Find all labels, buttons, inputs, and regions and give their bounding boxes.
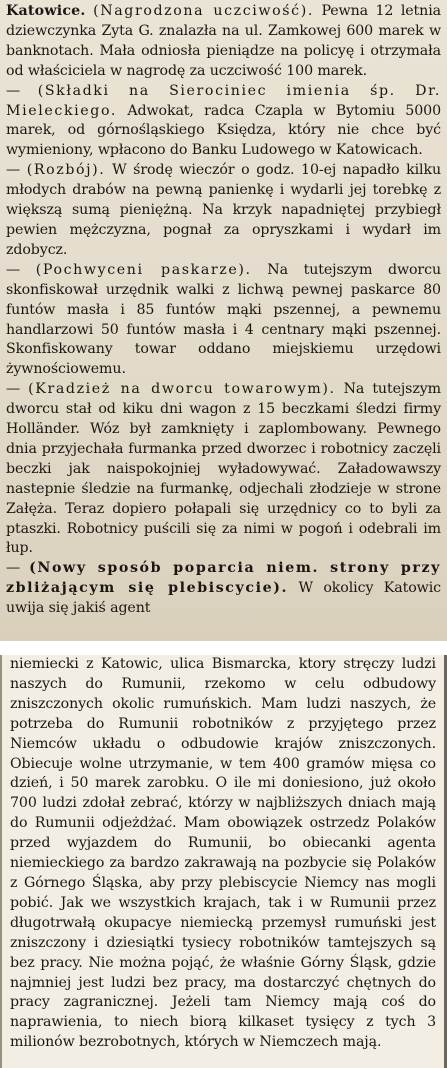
article-body: Na tutejszym dworcu stał od kiku dni wagon z 15 beczkami śledzi firmy Holländer. Wóz był zamknięty i zaplombowany. Pewnego dnia przyjechała furmanka przed dworzec i robotnicy zaczęli beczki jak naispokojniej wyładowywać. Załadowawszy nastepnie śledzie na furmankę, odjechali złodzieje w strone Załęża. Teraz dopiero połapali się urzędnicy co to byli za ptaszki. Robotnicy puścili się za nimi w pogoń i odebrali im łup. [6,381,441,557]
article-heading: (Rozbój). [26,162,106,179]
article-body: W środę wieczór o godz. 10-ej napadło kilku młodych drabów na pewną paniеnkę i wydarli jej torebkę z większą sumą pieniężną. Na krzyk napadniętej przybiegł pewien mężczyzna, pognał za opryszkami i wydarł im zdobycz. [6,162,441,258]
article-body: Na tutejszym dworcu skonfiskował urzędnik walki z lichwą pewnej paskarce 80 funtów masła i 85 funtów mąki pszennej, a pewnemu handlarzowi 50 funtów masła i 4 centnary mąki pszennej. Skonfiskowany towar oddano miejskiemu urzędowi żywnościowemu. [6,261,441,378]
article-paragraph [6,82,441,162]
article-heading: (Nagrodzona uczciwość). [93,3,314,19]
article-paragraph [6,380,441,559]
newspaper-clipping-bottom [0,655,447,1068]
dash: — [6,381,29,398]
dash: — [6,261,36,278]
dash: — [6,82,38,99]
article-column [6,2,441,619]
dash: — [6,560,30,577]
article-heading: (Pochwyceni paskarze). [35,261,252,278]
article-continuation: niemiecki z Katowic, ulica Bismarcka, ktory stręczy ludzi naszych do Rumunii, rzekomo w celu odbudowy zniszczonych okolic rumuńskich. Mam ludzi naszych, że potrzeba do Rumunii robotników z przyjętego przez Niemców układu o odbudowie krajów zniszczonych. Obiecuje wolne utrzymanie, w tem 400 gramów mięsa co dzień, i 50 marek zarobku. O ile mi doniesiono, już około 700 ludzi zdołał zebrać, którzy w najbliższych dniach mają do Rumunii odjeżdżać. Mam obowiązek ostrzedz Polaków przed wyjazdem do Rumunii, bo obiecanki agenta niemieckiego za bardzo zakrawają na pozbycie się Polaków z Górnego Śląska, aby przy plebiscycie Niemcy nas mogli pobić. Jak we wszystkich krajach, tak i w Rumunii przez długotrwałą okupacye niemiecką przemysł rumuński jest zniszczony i dziesiątki tysiecy robotników tamtejszych są bez pracy. Nie można pojąć, że właśnie Górny Śląsk, gdzie najmniej jest ludzi bez pracy, ma dostarczyć chętnych do pracy zagranicznej. Jeżeli tam Niemcy mają coś do naprawienia, to niech biorą kilkaset tysięcy z tych 3 milionów bezrobotnych, których w Niemczech mają. [10,656,436,1051]
article-body: Pewna 12 letnia dziewczynka Zyta G. znalazła na ul. Zamkowej 600 marek w banknotach. Mała odniosła pieniądze na policyę i otrzymała od właściciela w nagrodę za uczciwość 100 marek. [6,3,441,79]
article-paragraph [6,559,441,619]
article-body: W okolicy Katowic uwija się jakiś agent [6,580,441,617]
article-heading: (Kradzież na dworcu towarowym). [28,381,336,398]
dash: — [6,162,27,179]
article-body: Adwokat, radca Czapla w Bytomiu 5000 marek, od górnośląskiego Księdza, który nie chce być wymieniony, wpłacono do Banku Ludowego w Katowicach. [6,102,441,159]
article-heading: (Nowy sposób poparcia niem. strony przy zbliżającym się plebiscycie). [6,560,442,597]
article-heading: (Składki na Sierociniec imienia śp. Dr. Mieleckiego. [6,82,441,119]
article-paragraph [6,261,441,380]
article-paragraph [6,161,441,261]
article-paragraph [6,2,441,82]
dateline: Katowice. [6,3,86,19]
